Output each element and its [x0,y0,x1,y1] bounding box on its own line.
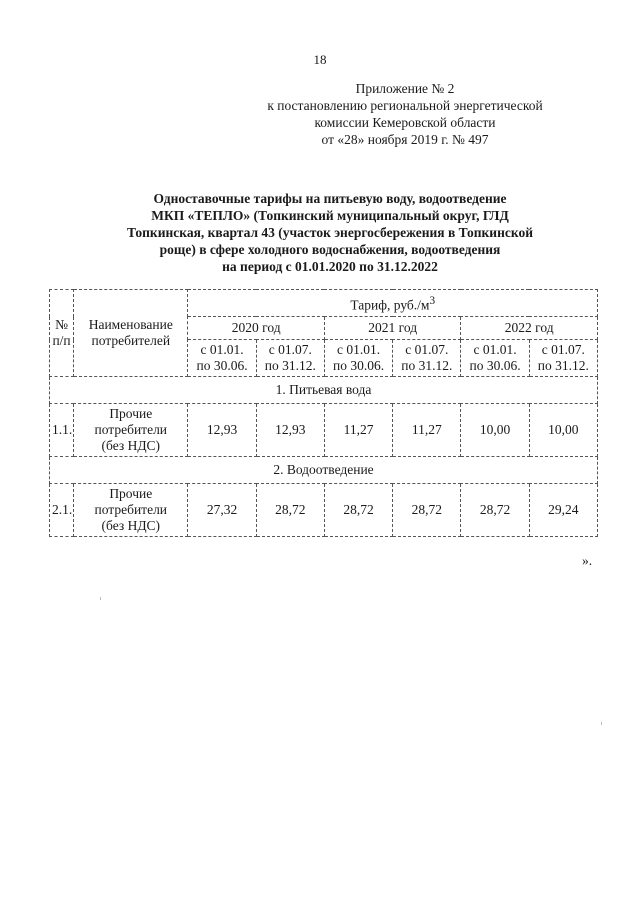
period-from: с 01.07. [268,342,312,357]
section-row [50,377,598,404]
tariff-table [49,289,598,537]
period-from: с 01.01. [473,342,517,357]
closing-quote: ». [582,553,593,568]
tariff-value: 28,72 [461,484,529,537]
table-header-row [50,290,598,317]
table-row [50,484,598,537]
period-header [529,340,597,377]
appendix-line: от «28» ноября 2019 г. № 497 [321,132,489,147]
period-to: по 31.12. [537,358,589,373]
period-to: по 31.12. [264,358,316,373]
title-line: роще) в сфере холодного водоснабжения, водоотведения [159,242,501,257]
consumer-line: Прочие [109,406,153,421]
consumer-line: потребители [94,422,168,437]
appendix-line: Приложение № 2 [355,81,455,96]
period-to: по 30.06. [333,358,385,373]
section-title: 2. Водоотведение [50,457,598,484]
table-row [50,404,598,457]
document-title [90,190,570,275]
row-consumer [74,404,188,457]
tariff-unit-sup: 3 [429,294,436,307]
row-consumer [74,484,188,537]
period-header [188,340,256,377]
scan-speck [100,597,101,600]
tariff-value: 10,00 [461,404,529,457]
period-header [461,340,529,377]
period-from: с 01.07. [405,342,449,357]
section-row [50,457,598,484]
tariff-value: 12,93 [256,404,324,457]
consumer-line: (без НДС) [101,438,161,453]
period-from: с 01.01. [336,342,381,357]
period-to: по 30.06. [469,358,521,373]
period-header [256,340,324,377]
title-line: Топкинская, квартал 43 (участок энергосбережения в Топкинской [127,225,533,240]
year-header: 2022 год [461,317,598,340]
title-line: МКП «ТЕПЛО» (Топкинский муниципальный округ, ГЛД [151,208,509,223]
period-header [393,340,461,377]
period-header [324,340,392,377]
tariff-value: 12,93 [188,404,256,457]
tariff-value: 28,72 [324,484,392,537]
section-title: 1. Питьевая вода [50,377,598,404]
header-name: Наименование потребителей [74,290,188,377]
tariff-value: 28,72 [393,484,461,537]
tariff-value: 11,27 [393,404,461,457]
row-num: 2.1. [50,484,74,537]
consumer-line: потребители [94,502,168,517]
tariff-value: 11,27 [324,404,392,457]
period-from: с 01.07. [541,342,585,357]
consumer-line: Прочие [109,486,153,501]
period-to: по 31.12. [401,358,453,373]
appendix-line: комиссии Кемеровской области [314,115,496,130]
scan-speck [601,722,602,725]
appendix-line: к постановлению региональной энергетической [267,98,543,113]
year-header: 2020 год [188,317,324,340]
row-num: 1.1. [50,404,74,457]
title-line: Одноставочные тарифы на питьевую воду, водоотведение [153,191,507,206]
tariff-label: Тариф, руб./м [350,297,430,313]
year-header: 2021 год [324,317,460,340]
tariff-value: 27,32 [188,484,256,537]
tariff-value: 28,72 [256,484,324,537]
page-number: 18 [313,52,327,67]
period-from: с 01.01. [200,342,244,357]
appendix-header [240,80,570,148]
tariff-value: 29,24 [529,484,597,537]
header-tariff [188,290,598,317]
header-num: № п/п [50,290,74,377]
title-line: на период с 01.01.2020 по 31.12.2022 [222,259,438,274]
period-to: по 30.06. [196,358,248,373]
consumer-line: (без НДС) [101,518,161,533]
tariff-value: 10,00 [529,404,597,457]
